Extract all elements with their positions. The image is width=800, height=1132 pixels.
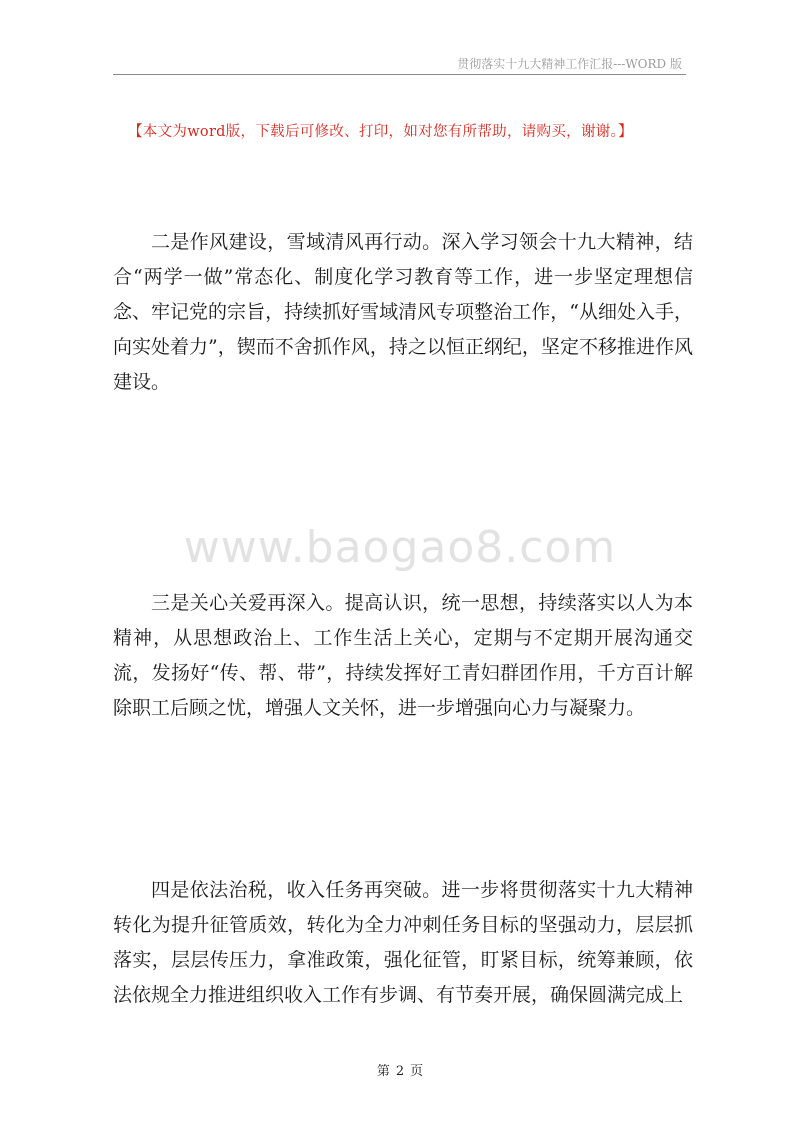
paragraph-tax-container [0,873,800,1048]
paragraph-care: 三是关心关爱再深入。提高认识，统一思想，持续落实以人为本精神，从思想政治上、工作生活上关心，定期与不定期开展沟通交流，发扬好“传、帮、带”，持续发挥好工青妇群团作用，千方百计解除职工后顾之忧，增强人文关怀，进一步增强向心力与凝聚力。 [113,592,693,719]
watermark: www.baogao8.com [183,522,617,573]
footer-prefix: 第 [376,1064,390,1079]
page-footer [0,1060,800,1079]
header-divider [113,74,686,75]
page-number: 2 [395,1064,405,1079]
purchase-notice: 【本文为word版，下载后可修改、打印，如对您有所帮助，请购买，谢谢。】 [128,124,633,140]
paragraph-style-building: 二是作风建设，雪域清风再行动。深入学习领会十九大精神，结合“两学一做”常态化、制度化学习教育等工作，进一步坚定理想信念、牢记党的宗旨，持续抓好雪域清风专项整治工作，“从细处入手，向实处着力”，锲而不舍抓作风，持之以恒正纲纪，坚定不移推进作风建设。 [113,231,693,393]
footer-suffix: 页 [410,1064,424,1079]
paragraph-tax: 四是依法治税，收入任务再突破。进一步将贯彻落实十九大精神转化为提升征管质效，转化为全力冲刺任务目标的坚强动力，层层抓落实，层层传压力，拿准政策，强化征管，盯紧目标，统筹兼顾，依法依规全力推进组织收入工作有步调、有节奏开展，确保圆满完成上 [113,879,693,1006]
header-title: 贯彻落实十九大精神工作汇报---WORD 版 [457,57,682,71]
